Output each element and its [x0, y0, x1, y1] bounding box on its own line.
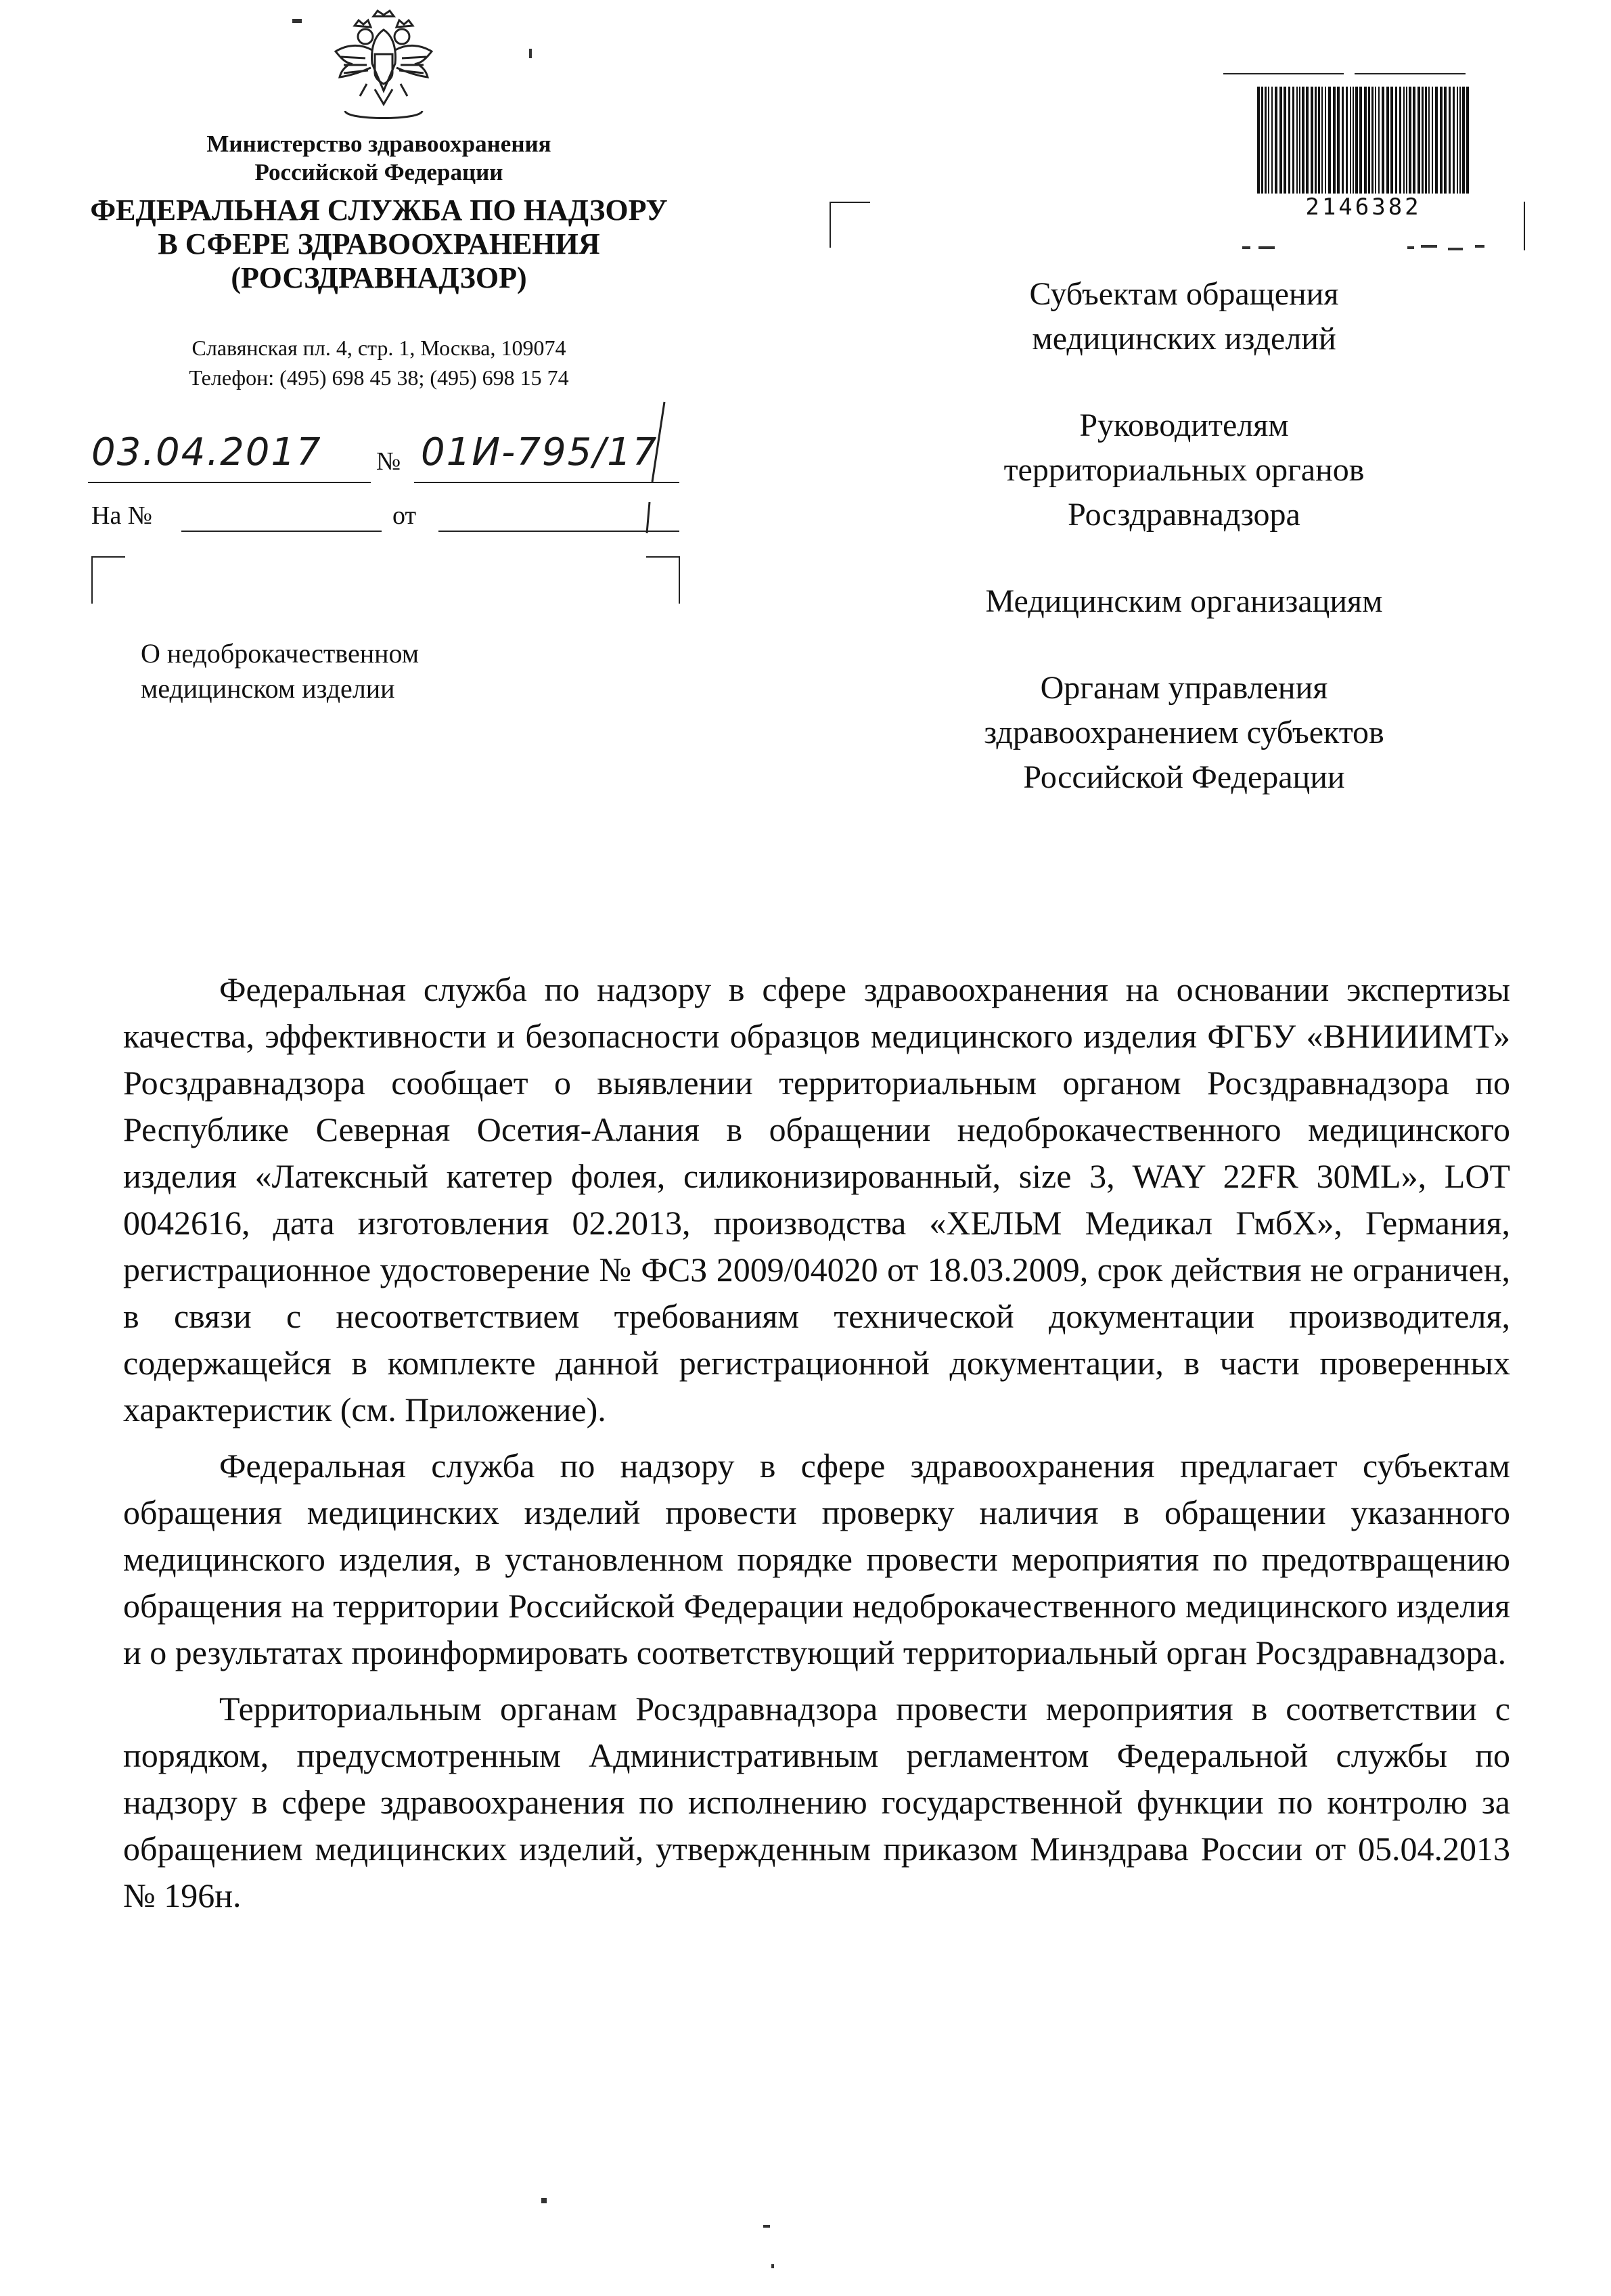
- body-paragraph-2: Федеральная служба по надзору в сфере здравоохранения предлагает субъектам обращения медицинских изделий провести проверку наличия в обращении указанного медицинского изделия, в установленном порядке провести мероприятия по предотвращению обращения на территории Российской Федерации недоброкачественного медицинского изделия и о результатах проинформировать соответствующий территориальный орган Росздравнадзора.: [123, 1447, 1510, 1671]
- subject-line-1: О недоброкачественном: [141, 638, 419, 669]
- reply-to-number-label: На №: [91, 501, 153, 530]
- recipient-line: Медицинским организациям: [985, 583, 1383, 619]
- handwritten-outgoing-number: 01И-795/17: [421, 430, 658, 474]
- ministry-line-2: Российской Федерации: [254, 159, 503, 185]
- handwritten-date: 03.04.2017: [91, 430, 322, 474]
- recipient-line: Органам управления: [1040, 670, 1328, 706]
- recipient-line: Руководителям: [1079, 407, 1289, 443]
- number-sign: №: [376, 447, 401, 476]
- recipient-line: медицинских изделий: [1032, 321, 1336, 357]
- recipient-line: здравоохранением субъектов: [984, 715, 1384, 750]
- ministry-line-1: Министерство здравоохранения: [206, 131, 551, 157]
- recipient-line: Росздравнадзора: [1068, 497, 1300, 533]
- body-paragraph-1: Федеральная служба по надзору в сфере здравоохранения на основании экспертизы качества, эффективности и безопасности образцов медицинского изделия ФГБУ «ВНИИИМТ» Росздравнадзора сообщает о выявлении территориальным органом Росздравнадзора по Республике Северная Осетия-Алания в обращении недоброкачественного медицинского изделия «Латексный катетер фолея, силиконизированный, size 3, WAY 22FR 30ML», LOT 0042616, дата изготовления 02.2013, производства «ХЕЛЬМ Медикал ГмбХ», Германия, регистрационное удостоверение № ФСЗ 2009/04020 от 18.03.2009, срок действия не ограничен, в связи с несоответствием требованиям технической документации производителя, содержащейся в комплекте данной регистрационной документации, в части проверенных характеристик (см. Приложение).: [123, 970, 1510, 1428]
- service-line-3: (РОСЗДРАВНАДЗОР): [231, 261, 527, 294]
- recipient-line: Российской Федерации: [1023, 759, 1345, 795]
- barcode-number: 2146382: [1305, 194, 1422, 221]
- phone-numbers: Телефон: (495) 698 45 38; (495) 698 15 74: [189, 365, 569, 390]
- postal-address: Славянская пл. 4, стр. 1, Москва, 109074: [191, 336, 566, 360]
- reply-to-date-label: от: [392, 501, 417, 530]
- service-line-1: ФЕДЕРАЛЬНАЯ СЛУЖБА ПО НАДЗОРУ: [90, 194, 668, 227]
- body-paragraph-3: Территориальным органам Росздравнадзора провести мероприятия в соответствии с порядком, предусмотренным Административным регламентом Федеральной службы по надзору в сфере здравоохранения по исполнению государственной функции по контролю за обращением медицинских изделий, утвержденным приказом Минздрава России от 05.04.2013 № 196н.: [123, 1690, 1510, 1914]
- service-line-2: В СФЕРЕ ЗДРАВООХРАНЕНИЯ: [158, 227, 600, 261]
- recipient-line: Субъектам обращения: [1029, 276, 1339, 312]
- subject-line-2: медицинском изделии: [141, 673, 395, 704]
- recipient-line: территориальных органов: [1003, 452, 1365, 488]
